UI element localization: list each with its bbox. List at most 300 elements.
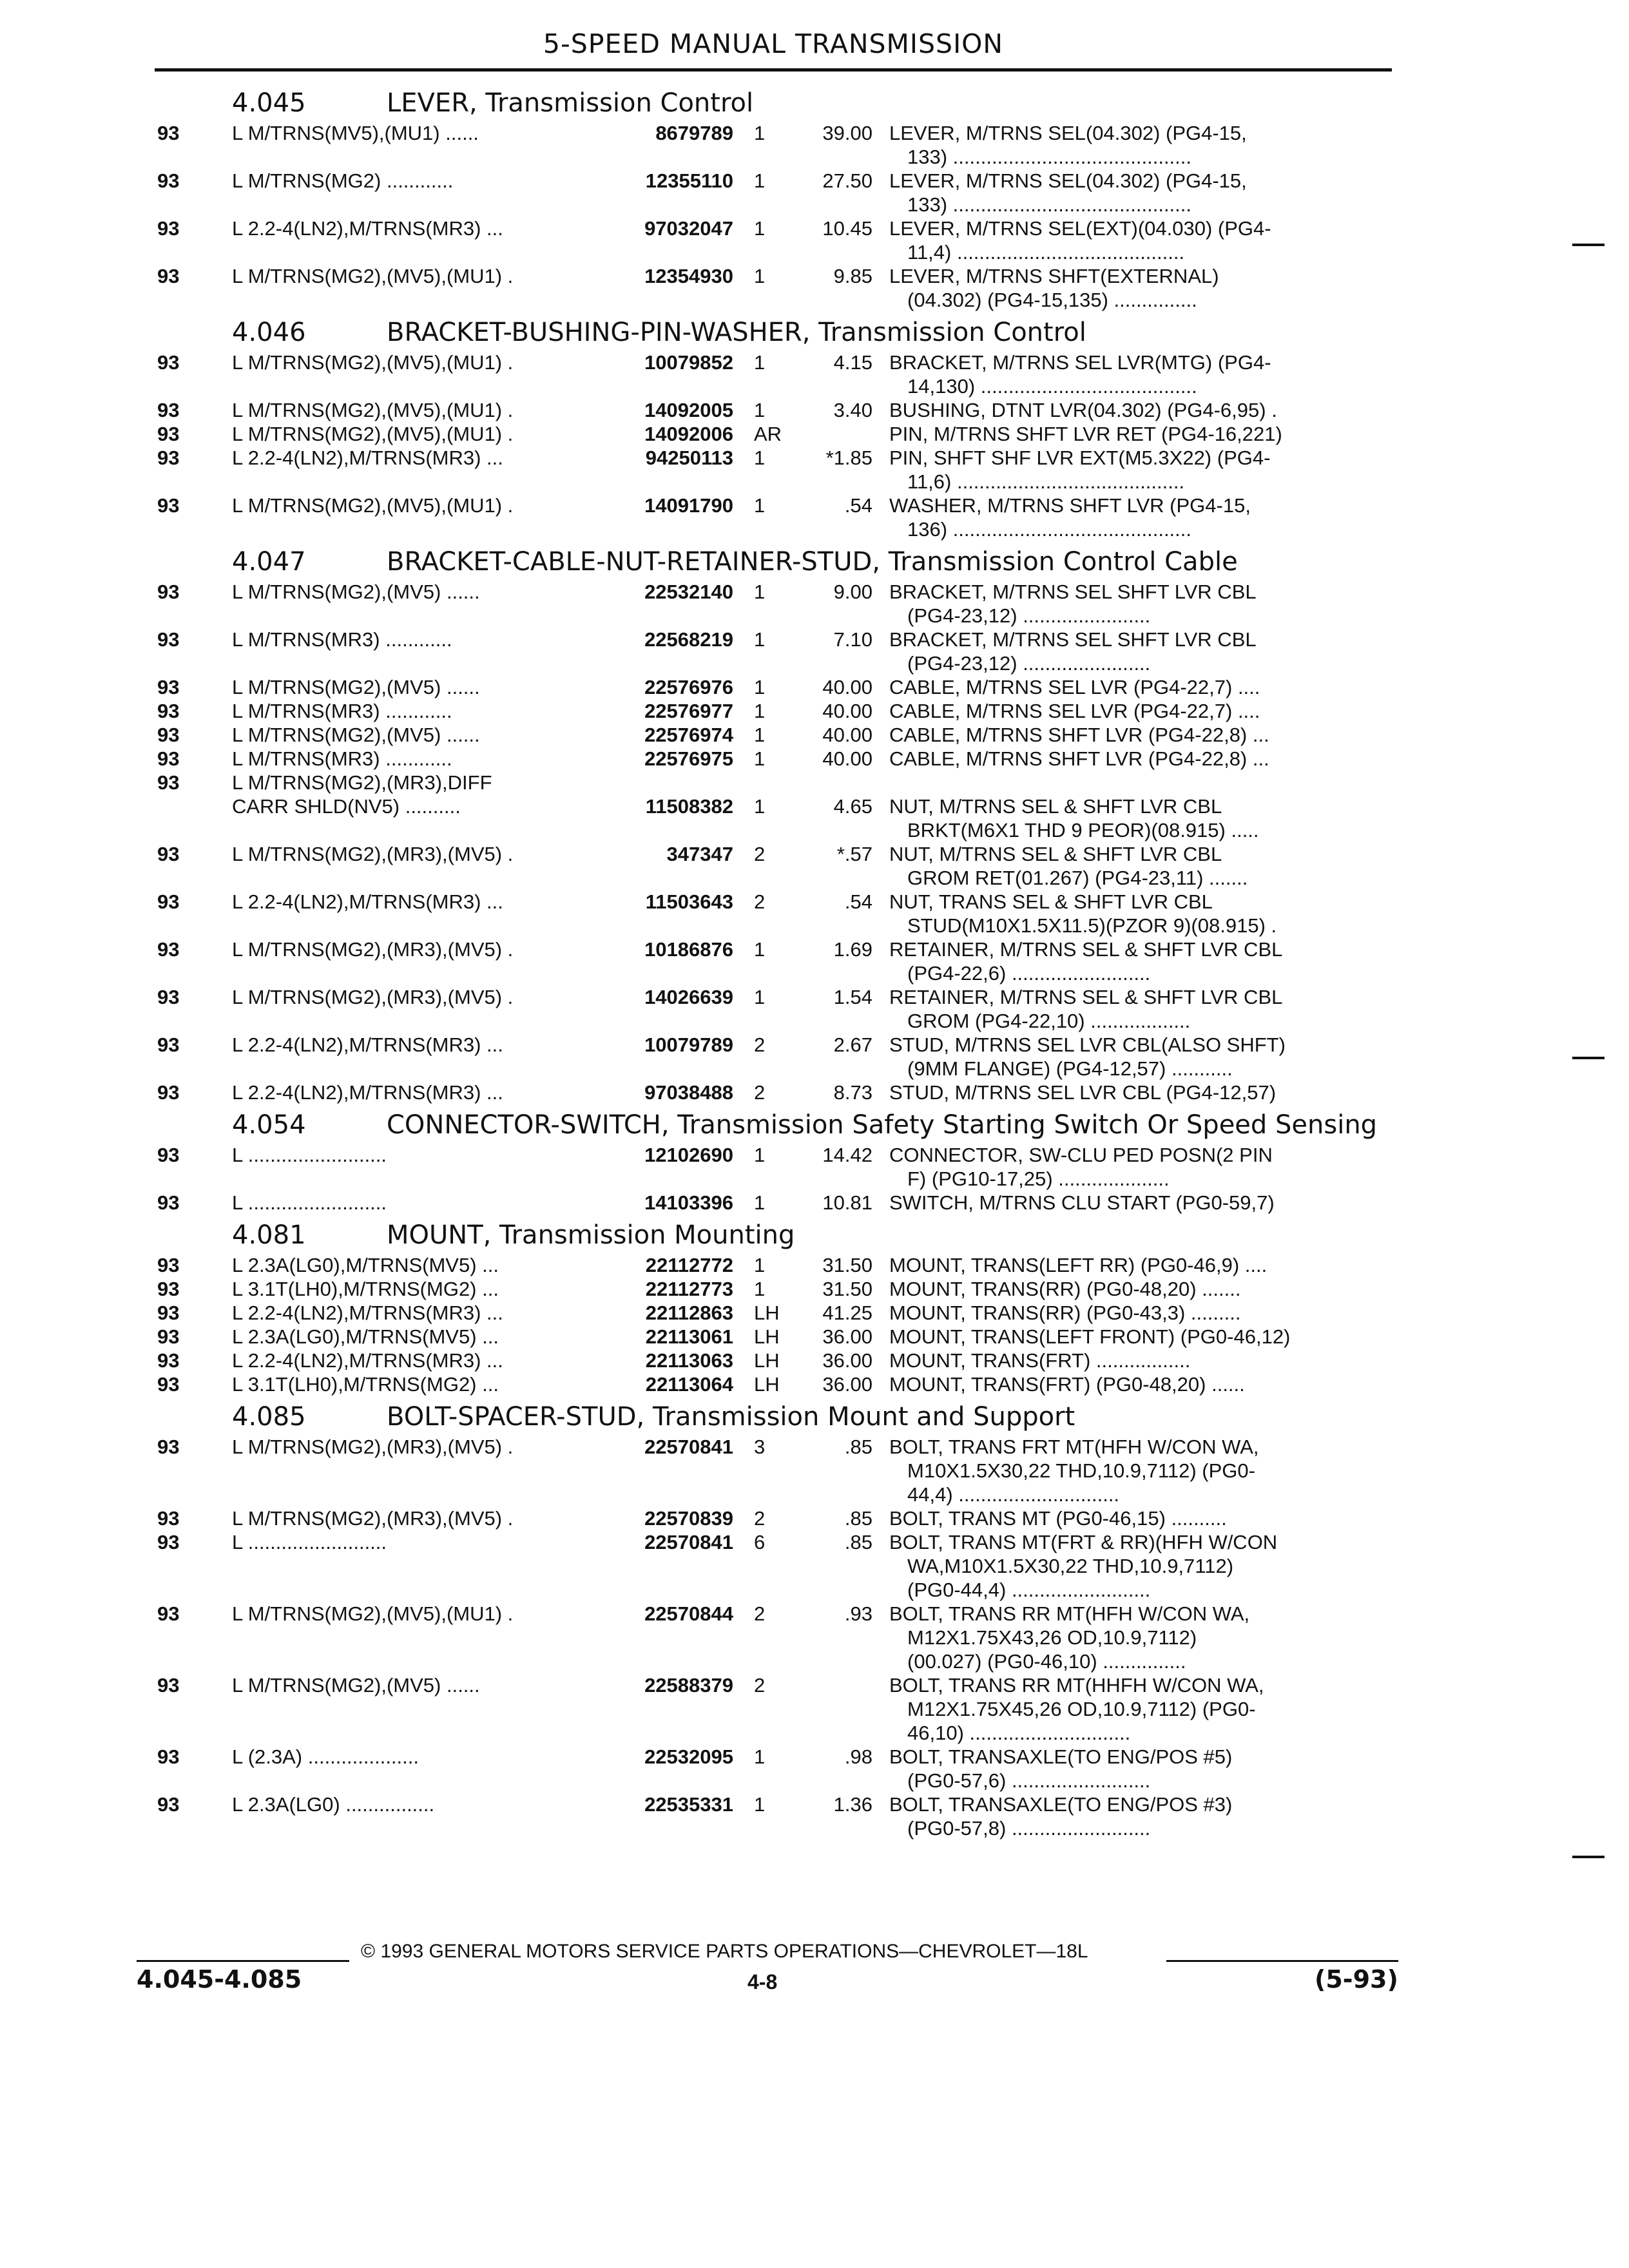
description bbox=[889, 121, 1392, 169]
description bbox=[889, 794, 1392, 842]
model-year: 93 bbox=[157, 581, 180, 603]
application: L M/TRNS(MG2),(MR3),(MV5) . bbox=[232, 938, 514, 961]
quantity: 6 bbox=[754, 1531, 766, 1553]
application: L M/TRNS(MG2),(MV5),(MU1) . bbox=[232, 423, 514, 445]
model-year: 93 bbox=[157, 1793, 180, 1816]
quantity: 1 bbox=[754, 351, 766, 374]
part-row bbox=[155, 1372, 1392, 1396]
part-number: 14092005 bbox=[644, 399, 733, 421]
quantity: 2 bbox=[754, 1507, 766, 1530]
application: L ......................... bbox=[232, 1144, 387, 1166]
header-rule bbox=[155, 68, 1392, 72]
description-line: GROM (PG4-22,10) .................. bbox=[907, 1010, 1191, 1032]
description-line: RETAINER, M/TRNS SEL & SHFT LVR CBL bbox=[889, 986, 1283, 1008]
application: L M/TRNS(MG2),(MR3),(MV5) . bbox=[232, 843, 514, 865]
part-row bbox=[155, 794, 1392, 842]
description-line: LEVER, M/TRNS SHFT(EXTERNAL) bbox=[889, 265, 1219, 287]
quantity: LH bbox=[754, 1349, 780, 1372]
price: 10.81 bbox=[822, 1191, 872, 1214]
price: .54 bbox=[844, 890, 872, 913]
application: L M/TRNS(MG2),(MV5),(MU1) . bbox=[232, 1602, 514, 1625]
price: 31.50 bbox=[822, 1278, 872, 1300]
model-year: 93 bbox=[157, 1081, 180, 1104]
section-number: 4.046 bbox=[232, 318, 306, 347]
price bbox=[799, 771, 889, 794]
part-number: 22570841 bbox=[644, 1436, 733, 1458]
section-number: 4.085 bbox=[232, 1402, 306, 1432]
price: 8.73 bbox=[833, 1081, 872, 1104]
part-row bbox=[155, 699, 1392, 723]
application: L M/TRNS(MG2) ............ bbox=[232, 169, 454, 192]
price: *.57 bbox=[836, 843, 872, 865]
description-line: STUD, M/TRNS SEL LVR CBL(ALSO SHFT) bbox=[889, 1033, 1286, 1056]
description bbox=[889, 1191, 1392, 1215]
model-year: 93 bbox=[157, 1302, 180, 1324]
footer-date: (5-93) bbox=[1315, 1965, 1398, 1994]
part-number: 12354930 bbox=[644, 265, 733, 287]
quantity: 1 bbox=[754, 747, 766, 770]
description-line: BRACKET, M/TRNS SEL SHFT LVR CBL bbox=[889, 628, 1257, 651]
description bbox=[889, 1435, 1392, 1506]
section-heading bbox=[155, 89, 1392, 117]
price: 40.00 bbox=[822, 700, 872, 722]
description-line: 46,10) ............................. bbox=[907, 1722, 1131, 1744]
part-row bbox=[155, 580, 1392, 628]
quantity: 1 bbox=[754, 1793, 766, 1816]
price: 4.65 bbox=[833, 795, 872, 818]
model-year: 93 bbox=[157, 1191, 180, 1214]
edge-mark bbox=[1572, 244, 1605, 246]
description-line: CONNECTOR, SW-CLU PED POSN(2 PIN bbox=[889, 1144, 1273, 1166]
application: L M/TRNS(MG2),(MV5),(MU1) . bbox=[232, 494, 514, 517]
part-number: 14026639 bbox=[644, 986, 733, 1008]
price bbox=[799, 1673, 889, 1745]
part-number: 14092006 bbox=[644, 423, 733, 445]
part-number: 22576976 bbox=[644, 676, 733, 698]
section-number: 4.047 bbox=[232, 547, 306, 577]
section-title: CONNECTOR-SWITCH, Transmission Safety Starting Switch Or Speed Sensing bbox=[387, 1110, 1378, 1140]
part-number: 22532140 bbox=[644, 581, 733, 603]
quantity: 1 bbox=[754, 938, 766, 961]
quantity: 1 bbox=[754, 676, 766, 698]
part-number: 11503643 bbox=[645, 890, 733, 913]
quantity: LH bbox=[754, 1373, 780, 1396]
description-line: CABLE, M/TRNS SHFT LVR (PG4-22,8) ... bbox=[889, 747, 1269, 770]
part-number: 22532095 bbox=[644, 1745, 733, 1768]
description-line: PIN, M/TRNS SHFT LVR RET (PG4-16,221) bbox=[889, 423, 1282, 445]
application: L 3.1T(LH0),M/TRNS(MG2) ... bbox=[232, 1278, 499, 1300]
model-year: 93 bbox=[157, 423, 180, 445]
description-line: (PG0-44,4) ......................... bbox=[907, 1579, 1151, 1601]
part-number: 22576975 bbox=[644, 747, 733, 770]
model-year: 93 bbox=[157, 843, 180, 865]
description-line: PIN, SHFT SHF LVR EXT(M5.3X22) (PG4- bbox=[889, 447, 1271, 469]
footer-page-number: 4-8 bbox=[747, 1970, 778, 1994]
model-year: 93 bbox=[157, 494, 180, 517]
part-number: 97038488 bbox=[644, 1081, 733, 1104]
description-line: STUD, M/TRNS SEL LVR CBL (PG4-12,57) bbox=[889, 1081, 1277, 1104]
description-line: BOLT, TRANS FRT MT(HFH W/CON WA, bbox=[889, 1436, 1259, 1458]
application: L M/TRNS(MG2),(MR3),(MV5) . bbox=[232, 1436, 514, 1458]
footer-section-range: 4.045-4.085 bbox=[137, 1965, 302, 1994]
description-line: NUT, TRANS SEL & SHFT LVR CBL bbox=[889, 890, 1213, 913]
part-row bbox=[155, 121, 1392, 169]
application: CARR SHLD(NV5) .......... bbox=[232, 795, 461, 818]
price: 40.00 bbox=[822, 724, 872, 746]
quantity: 1 bbox=[754, 217, 766, 240]
description-line: RETAINER, M/TRNS SEL & SHFT LVR CBL bbox=[889, 938, 1283, 961]
quantity: 1 bbox=[754, 795, 766, 818]
model-year: 93 bbox=[157, 1373, 180, 1396]
description bbox=[889, 985, 1392, 1033]
description-line: GROM RET(01.267) (PG4-23,11) ....... bbox=[907, 867, 1248, 889]
model-year: 93 bbox=[157, 1033, 180, 1056]
part-row bbox=[155, 216, 1392, 264]
description-line: BOLT, TRANSAXLE(TO ENG/POS #5) bbox=[889, 1745, 1233, 1768]
description-line: NUT, M/TRNS SEL & SHFT LVR CBL bbox=[889, 843, 1222, 865]
part-number: 347347 bbox=[666, 843, 733, 865]
section-heading bbox=[155, 1221, 1392, 1249]
model-year: 93 bbox=[157, 1349, 180, 1372]
application: L M/TRNS(MV5),(MU1) ...... bbox=[232, 122, 479, 144]
description-line: LEVER, M/TRNS SEL(04.302) (PG4-15, bbox=[889, 169, 1247, 192]
model-year: 93 bbox=[157, 938, 180, 961]
description bbox=[889, 1673, 1392, 1745]
description-line: CABLE, M/TRNS SEL LVR (PG4-22,7) .... bbox=[889, 676, 1260, 698]
part-number: 22113063 bbox=[645, 1349, 733, 1372]
part-row bbox=[155, 1301, 1392, 1325]
part-number: 22570841 bbox=[644, 1531, 733, 1553]
quantity: 1 bbox=[754, 1144, 766, 1166]
description bbox=[889, 1745, 1392, 1792]
model-year: 93 bbox=[157, 771, 180, 794]
model-year: 93 bbox=[157, 122, 180, 144]
description bbox=[889, 890, 1392, 937]
description-line: BOLT, TRANS RR MT(HHFH W/CON WA, bbox=[889, 1674, 1264, 1696]
part-row bbox=[155, 1745, 1392, 1792]
section-number: 4.081 bbox=[232, 1220, 306, 1250]
part-number: 22112863 bbox=[645, 1302, 733, 1324]
part-row bbox=[155, 890, 1392, 937]
description-line: 11,6) ......................................... bbox=[907, 470, 1185, 493]
application: L ......................... bbox=[232, 1191, 387, 1214]
price: 41.25 bbox=[822, 1302, 872, 1324]
part-row bbox=[155, 1143, 1392, 1191]
price: .85 bbox=[844, 1436, 872, 1458]
application: L M/TRNS(MG2),(MV5) ...... bbox=[232, 676, 480, 698]
model-year: 93 bbox=[157, 265, 180, 287]
part-row bbox=[155, 675, 1392, 699]
part-row bbox=[155, 1253, 1392, 1277]
description bbox=[889, 1792, 1392, 1840]
part-row bbox=[155, 398, 1392, 422]
model-year: 93 bbox=[157, 1745, 180, 1768]
description-line: BRACKET, M/TRNS SEL SHFT LVR CBL bbox=[889, 581, 1257, 603]
price: .85 bbox=[844, 1507, 872, 1530]
part-row bbox=[155, 937, 1392, 985]
description-line: 136) ........................................... bbox=[907, 518, 1192, 541]
description-line: SWITCH, M/TRNS CLU START (PG0-59,7) bbox=[889, 1191, 1275, 1214]
part-row bbox=[155, 1506, 1392, 1530]
application: L 2.2-4(LN2),M/TRNS(MR3) ... bbox=[232, 1349, 503, 1372]
application: L (2.3A) .................... bbox=[232, 1745, 419, 1768]
application: L M/TRNS(MR3) ............ bbox=[232, 628, 452, 651]
application: L 2.2-4(LN2),M/TRNS(MR3) ... bbox=[232, 1081, 503, 1104]
description-line: 11,4) ......................................... bbox=[907, 241, 1185, 264]
description-line: CABLE, M/TRNS SEL LVR (PG4-22,7) .... bbox=[889, 700, 1260, 722]
quantity: 1 bbox=[754, 447, 766, 469]
description bbox=[889, 169, 1392, 216]
price: .98 bbox=[844, 1745, 872, 1768]
quantity: 1 bbox=[754, 122, 766, 144]
model-year: 93 bbox=[157, 1278, 180, 1300]
quantity: 2 bbox=[754, 1033, 766, 1056]
application: L 2.2-4(LN2),M/TRNS(MR3) ... bbox=[232, 217, 503, 240]
description-line: 14,130) ....................................... bbox=[907, 375, 1197, 398]
description bbox=[889, 1349, 1392, 1372]
part-number: 94250113 bbox=[645, 447, 733, 469]
description-line: M12X1.75X45,26 OD,10.9,7112) (PG0- bbox=[907, 1698, 1256, 1720]
description bbox=[889, 580, 1392, 628]
section-heading bbox=[155, 548, 1392, 576]
description bbox=[889, 446, 1392, 494]
part-row bbox=[155, 169, 1392, 216]
part-number: 14103396 bbox=[644, 1191, 733, 1214]
description-line: LEVER, M/TRNS SEL(04.302) (PG4-15, bbox=[889, 122, 1247, 144]
description bbox=[889, 1143, 1392, 1191]
part-number: 10079852 bbox=[644, 351, 733, 374]
quantity: 2 bbox=[754, 1602, 766, 1625]
description-line: MOUNT, TRANS(RR) (PG0-43,3) ......... bbox=[889, 1302, 1241, 1324]
part-row bbox=[155, 1530, 1392, 1602]
description-line: MOUNT, TRANS(FRT) (PG0-48,20) ...... bbox=[889, 1373, 1245, 1396]
price: 3.40 bbox=[833, 399, 872, 421]
model-year: 93 bbox=[157, 724, 180, 746]
quantity: 1 bbox=[754, 1191, 766, 1214]
description-line: WA,M10X1.5X30,22 THD,10.9,7112) bbox=[907, 1555, 1234, 1577]
price: 36.00 bbox=[822, 1325, 872, 1348]
price: 40.00 bbox=[822, 676, 872, 698]
description-line: 44,4) ............................. bbox=[907, 1483, 1120, 1506]
section-heading bbox=[155, 1111, 1392, 1139]
model-year: 93 bbox=[157, 1531, 180, 1553]
quantity: 1 bbox=[754, 581, 766, 603]
part-row bbox=[155, 747, 1392, 771]
edge-mark bbox=[1572, 1856, 1605, 1858]
part-number: 11508382 bbox=[645, 795, 733, 818]
section-title: BRACKET-CABLE-NUT-RETAINER-STUD, Transmission Control Cable bbox=[387, 547, 1238, 577]
section-title: MOUNT, Transmission Mounting bbox=[387, 1220, 795, 1250]
description-line: LEVER, M/TRNS SEL(EXT)(04.030) (PG4- bbox=[889, 217, 1271, 240]
section-heading bbox=[155, 1403, 1392, 1431]
section-heading bbox=[155, 318, 1392, 347]
description bbox=[889, 1253, 1392, 1277]
quantity: 3 bbox=[754, 1436, 766, 1458]
quantity: 1 bbox=[754, 986, 766, 1008]
price: .54 bbox=[844, 494, 872, 517]
price: 27.50 bbox=[822, 169, 872, 192]
quantity bbox=[741, 771, 799, 794]
application: L M/TRNS(MR3) ............ bbox=[232, 700, 452, 722]
description bbox=[889, 351, 1392, 398]
description-line: BOLT, TRANSAXLE(TO ENG/POS #3) bbox=[889, 1793, 1233, 1816]
application: L M/TRNS(MG2),(MV5) ...... bbox=[232, 581, 480, 603]
model-year: 93 bbox=[157, 351, 180, 374]
part-row bbox=[155, 1191, 1392, 1215]
quantity: LH bbox=[754, 1325, 780, 1348]
page-title: 5-SPEED MANUAL TRANSMISSION bbox=[543, 28, 1004, 59]
part-row bbox=[155, 985, 1392, 1033]
description bbox=[889, 747, 1392, 771]
description bbox=[889, 699, 1392, 723]
quantity: AR bbox=[754, 423, 782, 445]
part-row bbox=[155, 1602, 1392, 1673]
description-line: (9MM FLANGE) (PG4-12,57) ........... bbox=[907, 1057, 1233, 1080]
part-number: 22568219 bbox=[644, 628, 733, 651]
application: L 2.3A(LG0) ................ bbox=[232, 1793, 435, 1816]
description bbox=[889, 1506, 1392, 1530]
model-year: 93 bbox=[157, 1436, 180, 1458]
edge-mark bbox=[1572, 1057, 1605, 1059]
quantity: 1 bbox=[754, 399, 766, 421]
part-row bbox=[155, 842, 1392, 890]
description bbox=[889, 494, 1392, 541]
part-number: 22588379 bbox=[644, 1674, 733, 1696]
description-line: (PG0-57,8) ......................... bbox=[907, 1817, 1151, 1840]
application: L M/TRNS(MG2),(MV5),(MU1) . bbox=[232, 399, 514, 421]
part-number bbox=[602, 771, 741, 794]
description-line: BRKT(M6X1 THD 9 PEOR)(08.915) ..... bbox=[907, 819, 1259, 841]
part-number: 8679789 bbox=[655, 122, 733, 144]
description-line: (04.302) (PG4-15,135) ............... bbox=[907, 289, 1197, 311]
description bbox=[889, 422, 1392, 446]
description-line: BOLT, TRANS RR MT(HFH W/CON WA, bbox=[889, 1602, 1250, 1625]
price bbox=[799, 422, 889, 446]
application: L M/TRNS(MG2),(MR3),(MV5) . bbox=[232, 1507, 514, 1530]
description-line: 133) ........................................... bbox=[907, 146, 1192, 168]
price: 14.42 bbox=[822, 1144, 872, 1166]
part-number: 14091790 bbox=[644, 494, 733, 517]
description bbox=[889, 675, 1392, 699]
application: L M/TRNS(MG2),(MV5) ...... bbox=[232, 724, 480, 746]
quantity: 1 bbox=[754, 628, 766, 651]
application: L 2.2-4(LN2),M/TRNS(MR3) ... bbox=[232, 1302, 503, 1324]
part-row bbox=[155, 1081, 1392, 1104]
model-year: 93 bbox=[157, 169, 180, 192]
part-row bbox=[155, 723, 1392, 747]
description-line: (PG4-23,12) ....................... bbox=[907, 604, 1151, 627]
description bbox=[889, 628, 1392, 675]
price: 4.15 bbox=[833, 351, 872, 374]
description-line: BOLT, TRANS MT (PG0-46,15) .......... bbox=[889, 1507, 1227, 1530]
application: L M/TRNS(MG2),(MV5),(MU1) . bbox=[232, 351, 514, 374]
description-line: (PG4-22,6) ......................... bbox=[907, 962, 1151, 985]
description-line: CABLE, M/TRNS SHFT LVR (PG4-22,8) ... bbox=[889, 724, 1269, 746]
part-number: 22113064 bbox=[645, 1373, 733, 1396]
section-title: LEVER, Transmission Control bbox=[387, 88, 754, 118]
price: 9.00 bbox=[833, 581, 872, 603]
description-line: (00.027) (PG0-46,10) ............... bbox=[907, 1650, 1186, 1673]
description bbox=[889, 1277, 1392, 1301]
description-line: NUT, M/TRNS SEL & SHFT LVR CBL bbox=[889, 795, 1222, 818]
quantity: 1 bbox=[754, 1254, 766, 1276]
model-year: 93 bbox=[157, 628, 180, 651]
quantity: 1 bbox=[754, 1745, 766, 1768]
description-line: F) (PG10-17,25) .................... bbox=[907, 1168, 1170, 1190]
application: L M/TRNS(MR3) ............ bbox=[232, 747, 452, 770]
description-line: MOUNT, TRANS(LEFT FRONT) (PG0-46,12) bbox=[889, 1325, 1291, 1348]
model-year: 93 bbox=[157, 1325, 180, 1348]
footer-copyright: © 1993 GENERAL MOTORS SERVICE PARTS OPERATIONS—CHEVROLET—18L bbox=[361, 1941, 1088, 1962]
parts-listing bbox=[155, 82, 1392, 1840]
model-year bbox=[155, 794, 232, 842]
part-number: 12355110 bbox=[645, 169, 733, 192]
description bbox=[889, 1033, 1392, 1081]
description-line: BUSHING, DTNT LVR(04.302) (PG4-6,95) . bbox=[889, 399, 1277, 421]
price: *1.85 bbox=[825, 447, 872, 469]
part-number: 12102690 bbox=[644, 1144, 733, 1166]
model-year: 93 bbox=[157, 399, 180, 421]
description bbox=[889, 771, 1392, 794]
footer-rule bbox=[137, 1960, 349, 1962]
application: L 2.3A(LG0),M/TRNS(MV5) ... bbox=[232, 1254, 499, 1276]
description bbox=[889, 1372, 1392, 1396]
part-row bbox=[155, 1349, 1392, 1372]
footer-rule bbox=[1166, 1960, 1398, 1962]
model-year: 93 bbox=[157, 676, 180, 698]
model-year: 93 bbox=[157, 747, 180, 770]
section-title: BRACKET-BUSHING-PIN-WASHER, Transmission Control bbox=[387, 318, 1086, 347]
part-row bbox=[155, 1033, 1392, 1081]
application: L 2.2-4(LN2),M/TRNS(MR3) ... bbox=[232, 447, 503, 469]
price: .93 bbox=[844, 1602, 872, 1625]
price: 7.10 bbox=[833, 628, 872, 651]
part-row bbox=[155, 351, 1392, 398]
price: 9.85 bbox=[833, 265, 872, 287]
part-number: 22535331 bbox=[644, 1793, 733, 1816]
part-row bbox=[155, 771, 1392, 794]
description bbox=[889, 1325, 1392, 1349]
description-line: MOUNT, TRANS(LEFT RR) (PG0-46,9) .... bbox=[889, 1254, 1268, 1276]
description-line: M10X1.5X30,22 THD,10.9,7112) (PG0- bbox=[907, 1459, 1255, 1482]
price: 10.45 bbox=[822, 217, 872, 240]
model-year: 93 bbox=[157, 1674, 180, 1696]
price: 1.54 bbox=[833, 986, 872, 1008]
description-line: WASHER, M/TRNS SHFT LVR (PG4-15, bbox=[889, 494, 1251, 517]
part-number: 10079789 bbox=[644, 1033, 733, 1056]
quantity: 1 bbox=[754, 1278, 766, 1300]
part-number: 22112773 bbox=[645, 1278, 733, 1300]
quantity: 1 bbox=[754, 724, 766, 746]
part-row bbox=[155, 446, 1392, 494]
section-title: BOLT-SPACER-STUD, Transmission Mount and Support bbox=[387, 1402, 1075, 1432]
description-line: BRACKET, M/TRNS SEL LVR(MTG) (PG4- bbox=[889, 351, 1271, 374]
price: 2.67 bbox=[833, 1033, 872, 1056]
application: L 2.2-4(LN2),M/TRNS(MR3) ... bbox=[232, 1033, 503, 1056]
application: L M/TRNS(MG2),(MR3),DIFF bbox=[232, 771, 492, 794]
description-line: STUD(M10X1.5X11.5)(PZOR 9)(08.915) . bbox=[907, 914, 1277, 937]
part-number: 10186876 bbox=[644, 938, 733, 961]
quantity: LH bbox=[754, 1302, 780, 1324]
application: L 2.2-4(LN2),M/TRNS(MR3) ... bbox=[232, 890, 503, 913]
price: 1.36 bbox=[833, 1793, 872, 1816]
description bbox=[889, 1530, 1392, 1602]
section-number: 4.045 bbox=[232, 88, 306, 118]
description-line: M12X1.75X43,26 OD,10.9,7112) bbox=[907, 1626, 1197, 1649]
part-row bbox=[155, 422, 1392, 446]
description-line: MOUNT, TRANS(RR) (PG0-48,20) ....... bbox=[889, 1278, 1241, 1300]
part-number: 22112772 bbox=[645, 1254, 733, 1276]
